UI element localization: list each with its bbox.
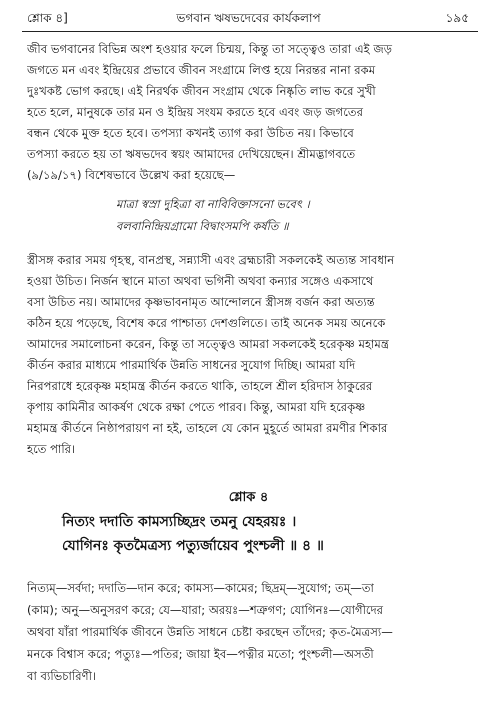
header-title: ভগবান ঋষভদেবের কার্যকলাপ (176, 11, 321, 25)
paragraph-line: স্ত্রীসঙ্গ করার সময় গৃহস্থ, বানপ্রস্থ, সন্ন্যাসী এবং ব্রহ্মচারী সকলকেই অত্যন্ত সাবধান (27, 253, 395, 267)
paragraph-line: বন্ধন থেকে মুক্ত হতে হবে। তপস্যা কখনই ত্যাগ করা উচিত নয়। কিভাবে (27, 126, 354, 140)
verse-line: যোগিনঃ কৃতমৈত্রস্য পত্যুর্জায়েব পুংশ্চলী ॥ ৪ ॥ (62, 538, 324, 554)
paragraph-line: জগতে মন এবং ইন্দ্রিয়ের প্রভাবে জীবন সংগ্রামে লিপ্ত হয়ে নিরন্তর নানা রকম (27, 63, 376, 77)
paragraph-line: হওয়া উচিত। নির্জন স্থানে মাতা অথবা ভগিনী অথবা কন্যার সঙ্গেও একসাথে (27, 274, 374, 288)
word-meanings (27, 577, 473, 687)
sanskrit-quote (116, 193, 310, 237)
verse-line: নিত্যং দদাতি কামস্যচ্ছিদ্রং তমনু যেহরয়ঃ । (62, 514, 297, 530)
paragraph-line: মহামন্ত্র কীর্তনে নিষ্ঠাপরায়ণ না হই, তাহলে যে কোন মুহূর্তে আমরা রমণীর শিকার (27, 421, 388, 435)
paragraph-line: নিরপরাধে হরেকৃষ্ণ মহামন্ত্র কীর্তন করতে থাকি, তাহলে শ্রীল হরিদাস ঠাকুরের (27, 379, 373, 393)
paragraph-1 (27, 39, 473, 186)
paragraph-line: হতে পারি। (27, 442, 76, 456)
paragraph-line: কীর্তন করার মাধ্যমে পারমার্থিক উন্নতি সাধনের সুযোগ দিচ্ছি। আমরা যদি (27, 358, 356, 372)
verse-text (62, 510, 462, 558)
header-chapter-ref: শ্লোক ৪] (27, 11, 68, 25)
paragraph-line: দুঃখকষ্ট ভোগ করছে। এই নিরর্থক জীবন সংগ্রাম থেকে নিষ্কৃতি লাভ করে সুখী (27, 84, 376, 98)
paragraph-line: তপস্যা করতে হয় তা ঋষভদেব স্বয়ং আমাদের দেখিয়েছেন। শ্রীমদ্ভাগবতে (27, 147, 356, 161)
word-meaning-line: মনকে বিশ্বাস করে; পত্যুঃ—পতির; জায়া ইব—পত্নীর মতো; পুংশ্চলী—অসতী (27, 647, 374, 661)
paragraph-line: কঠিন হয়ে পড়েছে, বিশেষ করে পাশ্চাত্য দেশগুলিতে। তাই অনেক সময় অনেকে (27, 316, 386, 330)
paragraph-2 (27, 250, 473, 460)
header-rule (22, 31, 478, 32)
word-meaning-line: অথবা যাঁরা পারমার্থিক জীবনে উন্নতি সাধনে চেষ্টা করছেন তাঁদের; কৃত-মৈত্রস্য— (27, 625, 393, 639)
paragraph-line: আমাদের সমালোচনা করেন, কিন্তু তা সত্ত্বেও আমরা সকলকেই হরেকৃষ্ণ মহামন্ত্র (27, 337, 389, 351)
word-meaning-line: বা ব্যভিচারিণী। (27, 669, 97, 683)
quote-line: মাত্রা স্বস্রা দুহিত্রা বা নাবিবিক্তাসনো ভবেৎ । (116, 197, 310, 211)
paragraph-line: কৃপায় কামিনীর আকর্ষণ থেকে রক্ষা পেতে পারব। কিন্তু, আমরা যদি হরেকৃষ্ণ (27, 400, 366, 414)
word-meaning-line: নিত্যম্—সর্বদা; দদাতি—দান করে; কামস্য—কামের; ছিদ্রম্—সুযোগ; তম্—তা (27, 581, 374, 595)
paragraph-line: বসা উচিত নয়। আমাদের কৃষ্ণভাবনামৃত আন্দোলনে স্ত্রীসঙ্গ বর্জন করা অত্যন্ত (27, 295, 375, 309)
paragraph-line: জীব ভগবানের বিভিন্ন অংশ হওয়ার ফলে চিন্ময়, কিন্তু তা সত্ত্বেও তারা এই জড় (27, 42, 393, 56)
word-meaning-line: (কাম); অনু—অনুসরণ করে; যে—যারা; অরয়ঃ—শত্রুগণ; যোগিনঃ—যোগীদের (27, 603, 384, 617)
quote-line: বলবানিন্দ্রিয়গ্রামো বিদ্বাংসমপি কর্ষতি ॥ (116, 219, 289, 233)
page-number: ১৯৫ (445, 11, 469, 25)
verse-heading: শ্লোক ৪ (228, 490, 269, 505)
paragraph-line: (৯/১৯/১৭) বিশেষভাবে উল্লেখ করা হয়েছে— (27, 168, 236, 182)
paragraph-line: হতে হলে, মানুষকে তার মন ও ইন্দ্রিয় সংযম করতে হবে এবং জড় জগতের (27, 105, 363, 119)
